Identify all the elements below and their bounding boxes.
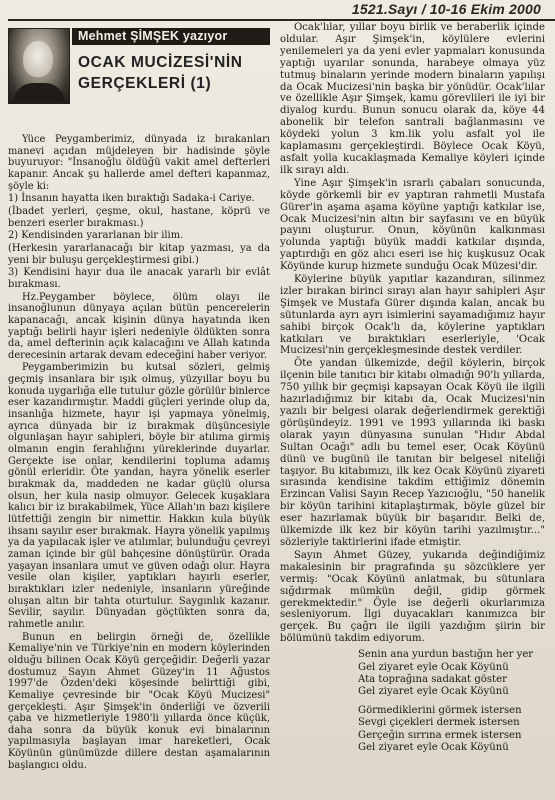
paragraph: Sayın Ahmet Güzey, yukarıda değindiğimiz makalesinin bir pragrafında şu sözcüklere yer vermiş: "Ocak Köyünü anlatmak, bu sütunlara sığdırmak mümkün değil, gidip görmek gerekmektedir." Öyle ise değerli okurlarımıza sesleniyorum. İlgi duyacakları kanımızca bir gerçek. Bu çağrı ile ilgili yazdığım şiirin bir bölümünü takdim ediyorum. bbox=[280, 549, 545, 645]
paragraph: 3) Kendisini hayır dua ile anacak yararlı bir evlât bırakması. bbox=[8, 267, 270, 290]
paragraph: 1) İnsanın hayatta iken bıraktığı Sadaka-i Cariye. bbox=[8, 193, 255, 205]
masthead-rule bbox=[8, 19, 555, 21]
paragraph: Hz.Peygamber böylece, ölüm olayı ile insanoğlunun dünyaya açılan bütün pencerelerin kapanacağı, ancak kişinin dünya hayatında iken yaptığı belirli hayır işleri nedeniyle öldükten sonra da, amel defterinin açık kalacağını ve Allah katında derecesinin artarak devam edeceğini haber veriyor. bbox=[8, 291, 270, 361]
author-photo-face bbox=[23, 41, 53, 77]
poem-line: Gerçeğin sırrına ermek istersen bbox=[358, 729, 522, 741]
paragraph: Bunun en belirgin örneği de, özellikle Kemaliye'nin ve Türkiye'nin en modern köylerinden olduğu bilinen Ocak Köyü gerçeğidir. Değerli yazar dostumuz Sayın Ahmet Güzey'in 11 Ağustos 1997'de Özden'deki köşesinde belirttiği gibi, Kemaliye çevresinde bir "Ocak Köyü Mucizesi" gerçekleşti. Aşır Şimşek'in önderliği ve özverili çaba ve hizmetleriyle 1980'li yıllarda önce küçük, daha sonra da büyük konuk evi binalarının yapılmasıyla başlayan imar hareketleri, Ocak Köyünün günümüzde dillere destan aşamalarının başlangıcı oldu. bbox=[8, 631, 270, 771]
paragraph: Öte yandan ülkemizde, değil köylerin, birçok ilçenin bile tanıtıcı bir kitabı olmadığı 90'lı yıllarda, 750 yıllık bir geçmişi kapsayan Ocak Köyü ile ilgili hazırladığımız bir kitabı da, Ocak Mucizesi'nin yazılı bir belgesi olarak değerlendirmek gerektiği görüşündeyiz. 1991 ve 1993 yıllarında iki baskı olarak yayın dünyasına sunulan "Hıdır Abdal Sultan Ocağı" adlı bu temel eser, Ocak Köyünü dünü ve bugünü ile tanıtan bir belgesel niteliği taşıyor. Bu kitabımızı, ilk kez Ocak Köyünü ziyareti sırasında kendisine takdim ettiğimiz dönemin Erzincan Valisi Sayın Recep Yazıcıoğlu, "50 hanelik bir köyün tarihini kitaplaştırmak, böyle güzel bir eser hazırlamak büyük bir başarıdır. Belki de, ülkemizde ilk kez bir köyün tarihi yazılmıştır..." sözleriyle taktirlerini ifade etmiştir. bbox=[280, 358, 545, 548]
poem-line: Senin ana yurdun bastığın her yer bbox=[358, 649, 534, 661]
issue-date: 1521.Sayı / 10-16 Ekim 2000 bbox=[351, 1, 541, 17]
column-right bbox=[280, 22, 545, 754]
poem-line: Gel ziyaret eyle Ocak Köyünü bbox=[358, 686, 509, 698]
paragraph: 2) Kendisinden yararlanan bir ilim. bbox=[8, 230, 184, 242]
article-title bbox=[78, 52, 270, 94]
poem-line: Sevgi çiçekleri dermek istersen bbox=[358, 717, 520, 729]
paragraph: Yine Aşır Şimşek'in ısrarlı çabaları sonucunda, köyde görkemli bir ev yaptıran rahmetli Mustafa Gürer'in aşama aşama köyüne yaptığı katkılar ise, Ocak Mucizesi'nin altın bir sayfasını ve en büyük payını oluşturur. Onun, köyünün kalkınması yolunda yaptığı büyük maddi katkılar dışında, yaptırdığı en göz alıcı eseri ise hiç kuşkusuz Ocak Köyünde kurup hizmete sunduğu Ocak Müzesi'dir. bbox=[280, 177, 545, 273]
poem-line: Ata toprağına sadakat göster bbox=[358, 673, 507, 685]
article-title-line-1: OCAK MUCİZESİ'NİN bbox=[78, 54, 243, 71]
poem-line: Görmediklerini görmek istersen bbox=[358, 704, 522, 716]
paragraph: Ocak'lılar, yıllar boyu birlik ve beraberlik içinde oldular. Aşır Şimşek'in, köylülere evlerini yenilemeleri ya da yeni evler yapmaları konusunda yaptığı uyarılar sonunda, harabeye olmaya yüz tutmuş binaların yerinde modern binaların yapılışı da Ocak Mucizesi'nin başka bir yönüdür. Ocak'lılar ve özellikle Aşır Şimşek, kamu görevlileri ile iyi bir diyalog kurdu. Bunun sonucu olarak da, köye 44 abonelik bir telefon santrali bağlanmasını ve köydeki yolun 3 km.lik yolu asfalt yol ile kaplamasını gerçekleştirdi. Böylece Ocak Köyü, asfalt yolla kucaklaşmada Kemaliye köyleri içinde ilk sırayı aldı. bbox=[280, 22, 545, 176]
poem-line: Gel ziyaret eyle Ocak Köyünü bbox=[358, 741, 509, 753]
paragraph: (İbadet yerleri, çeşme, okul, hastane, köprü ve benzeri eserler bırakması.) bbox=[8, 205, 270, 229]
masthead bbox=[0, 0, 555, 22]
column-left bbox=[8, 22, 270, 771]
paragraph: Yüce Peygamberimiz, dünyada iz bırakanları manevi açıdan müjdeleyen bir hadisinde şöyle buyuruyor: "İnsanoğlu öldüğü vakit amel defterleri kapanır. Ancak şu hallerde amel defteri kapanmaz, şöyle ki: bbox=[8, 134, 270, 192]
byline bbox=[8, 28, 270, 126]
author-photo-suit bbox=[13, 83, 65, 103]
paragraph: (Herkesin yararlanacağı bir kitap yazması, ya da yeni bir buluşu gerçekleştirmesi gibi.) bbox=[8, 242, 270, 266]
author-photo bbox=[8, 28, 70, 104]
poem-line: Gel ziyaret eyle Ocak Köyünü bbox=[358, 661, 509, 673]
paragraph: Peygamberimizin bu kutsal sözleri, gelmiş geçmiş insanlara bir ışık olmuş, yüzyıllar boyu bu konuda uygarlığa elle tutulur gözle görülür binlerce eser kazandırmıştır. Maddi güçleri yerinde olup da, insanlığa hizmete, hayır işi yapmaya yönelmiş, ayrıca dünyada bir iz bırakmak düşüncesiyle olgunlaşan hayır sahipleri, böyle bir atılıma girmiş olmanın engin ferahlığını yüreklerinde duyarlar. Gerçekte ise onlar, kendilerini topluma adamış gönül erleridir. Öte yandan, hayra yönelik eserler bırakmak da, maddeden ne kadar güçlü olursa olsun, her kula nasip olmuyor. Gelecek kuşaklara kalıcı bir iz bırakabilmek, Yüce Allah'ın bazı kişilere lütfettiği zengin bir nimettir. Hakkın kula büyük ihsanı sayılır eser bırakmak. Hayra yönelik yapılmış ya da yapılacak işler ve atılımlar, bulunduğu çevreyi zaman içinde bir gül bahçesine dönüştürür. Orada yaşayan insanlara umut ve güven odağı olur. Hayra vesile olan kişiler, yaptıkları hayırlı eserler, bıraktıkları izler nedeniyle, insanların yüreğinde oluşan altın bir tahta oturtulur. Saygınlık kazanır. Sevilir, sayılır. Dünyadan göçtükten sonra da, rahmetle anılır. bbox=[8, 362, 270, 630]
author-name: Mehmet ŞİMŞEK yazıyor bbox=[72, 28, 270, 45]
article-title-line-2: GERÇEKLERİ (1) bbox=[78, 75, 212, 92]
poem bbox=[358, 649, 545, 754]
paragraph: Köylerine büyük yapıtlar kazandıran, silinmez izler bırakan birinci sırayı alan hayır sahipleri Aşır Şimşek ve Mustafa Gürer dışında kalan, ancak bu sütunlarda ayrı ayrı isimlerini sayamadığımız hayır sahibi birçok Ocak'lı da, köylerine yaptıkları katkıları ve bıraktıkları eserleriyle, 'Ocak Mucizesi'nin gerçekleşmesinde destek verdiler. bbox=[280, 274, 545, 357]
